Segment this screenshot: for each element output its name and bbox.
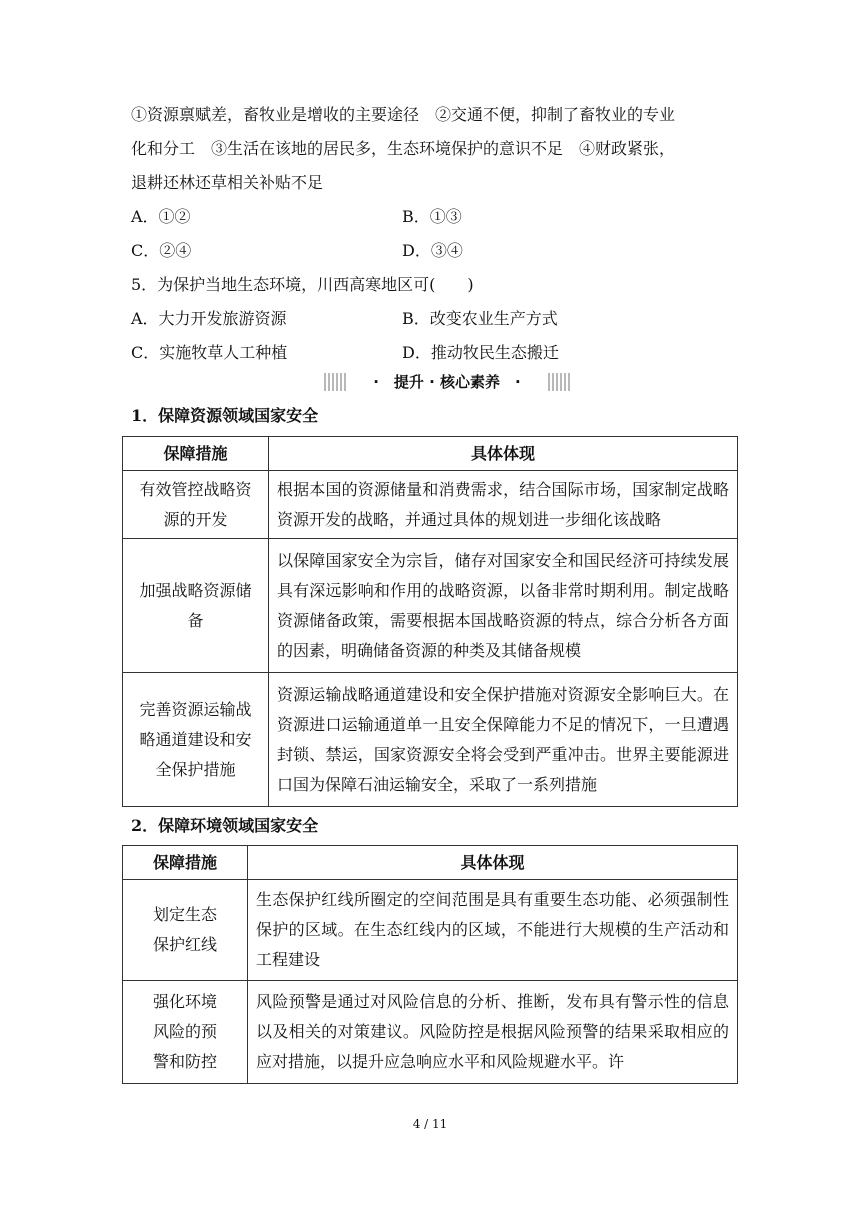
measure-line: 保护红线 — [152, 935, 217, 954]
table-header-detail: 具体体现 — [248, 846, 738, 880]
measure-line: 全保护措施 — [155, 759, 236, 779]
measure-line: 略通道建设和安 — [139, 729, 252, 749]
detail-cell: 根据本国的资源储量和消费需求，结合国际市场，国家制定战略资源开发的战略，并通过具体的规划进一步细化该战略 — [269, 471, 738, 539]
table-header-row — [123, 846, 738, 880]
q5-option-c: C．实施牧草人工种植 — [131, 343, 288, 362]
measure-line: 完善资源运输战 — [139, 699, 252, 719]
table-header-measure: 保障措施 — [123, 846, 248, 880]
q4-option-d: D．③④ — [402, 241, 463, 260]
table-header-measure: 保障措施 — [123, 437, 269, 471]
measure-line: 加强战略资源储 — [139, 580, 252, 600]
table-row — [123, 471, 738, 539]
section-banner — [324, 370, 570, 394]
q5-stem: 5．为保护当地生态环境，川西高寒地区可( ) — [131, 275, 474, 294]
measure-line: 有效管控战略资 — [139, 479, 252, 499]
page-number: 4 / 11 — [412, 1117, 448, 1131]
q4-stem-line3: 退耕还林还草相关补贴不足 — [131, 173, 324, 192]
measure-line: 风险的预 — [152, 1022, 217, 1041]
measure-line: 源的开发 — [163, 509, 228, 529]
measure-cell — [123, 471, 269, 539]
detail-cell: 生态保护红线所圈定的空间范围是具有重要生态功能、必须强制性保护的区域。在生态红线内的区域，不能进行大规模的生产活动和工程建设 — [248, 880, 738, 981]
measure-cell — [123, 880, 248, 981]
measure-line: 警和防控 — [152, 1052, 217, 1071]
banner-label: · 提升 · 核心素养 · — [348, 370, 546, 394]
section2-table — [122, 845, 738, 1084]
table-row — [123, 981, 738, 1084]
q4-stem-line2: 化和分工 ③生活在该地的居民多，生态环境保护的意识不足 ④财政紧张， — [131, 139, 676, 158]
section1-heading: 1．保障资源领域国家安全 — [131, 406, 319, 425]
q4-option-a: A．①② — [131, 207, 191, 226]
measure-line: 划定生态 — [152, 905, 217, 924]
section1-table — [122, 436, 738, 807]
detail-cell: 以保障国家安全为宗旨，储存对国家安全和国民经济可持续发展具有深远影响和作用的战略资源，以备非常时期利用。制定战略资源储备政策，需要根据本国战略资源的特点，综合分析各方面的因素，明确储备资源的种类及其储备规模 — [269, 539, 738, 673]
q4-stem-line1: ①资源禀赋差，畜牧业是增收的主要途径 ②交通不便，抑制了畜牧业的专业 — [131, 105, 676, 124]
measure-line: 强化环境 — [152, 992, 217, 1011]
measure-line: 备 — [187, 610, 204, 630]
q4-option-c: C．②④ — [131, 241, 192, 260]
table-row — [123, 880, 738, 981]
q5-option-a: A．大力开发旅游资源 — [131, 309, 287, 328]
q5-option-b: B．改变农业生产方式 — [402, 309, 558, 328]
measure-cell — [123, 673, 269, 807]
table-row — [123, 673, 738, 807]
measure-cell — [123, 539, 269, 673]
section2-heading: 2．保障环境领域国家安全 — [131, 816, 319, 835]
q5-option-d: D．推动牧民生态搬迁 — [402, 343, 559, 362]
table-row — [123, 539, 738, 673]
detail-cell: 风险预警是通过对风险信息的分析、推断，发布具有警示性的信息以及相关的对策建议。风险防控是根据风险预警的结果采取相应的应对措施，以提升应急响应水平和风险规避水平。许 — [248, 981, 738, 1084]
measure-cell — [123, 981, 248, 1084]
table-header-row — [123, 437, 738, 471]
detail-cell: 资源运输战略通道建设和安全保护措施对资源安全影响巨大。在资源进口运输通道单一且安全保障能力不足的情况下，一旦遭遇封锁、禁运，国家资源安全将会受到严重冲击。世界主要能源进口国为保障石油运输安全，采取了一系列措施 — [269, 673, 738, 807]
q4-option-b: B．①③ — [402, 207, 462, 226]
table-header-detail: 具体体现 — [269, 437, 738, 471]
